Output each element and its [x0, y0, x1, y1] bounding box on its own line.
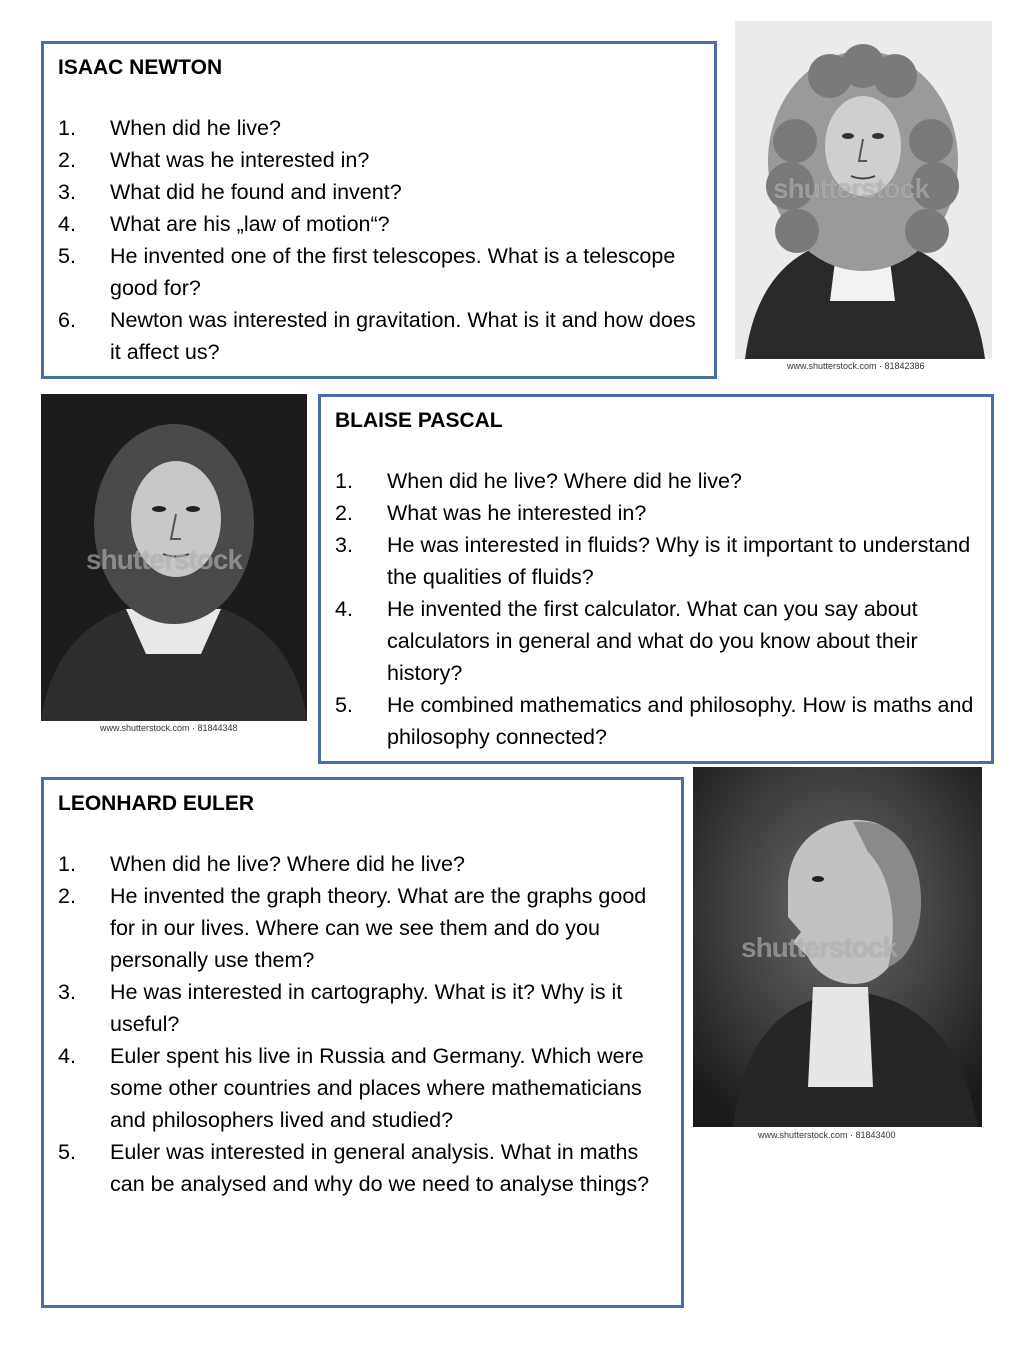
- list-item: 1. When did he live? Where did he live?: [58, 852, 465, 876]
- list-item: 3. What did he found and invent?: [58, 180, 402, 204]
- euler-card: [41, 777, 684, 1308]
- watermark: shutterstock: [86, 544, 243, 575]
- pascal-card: [318, 394, 994, 764]
- newton-card: [41, 41, 717, 379]
- list-item: 2. He invented the graph theory. What are the graphs good for in our lives. Where can we see them and do you personally use them?: [58, 884, 647, 972]
- newton-questions: [58, 112, 700, 368]
- list-item: 2. What was he interested in?: [58, 148, 370, 172]
- euler-questions: [58, 848, 667, 1200]
- pascal-questions: [335, 465, 977, 753]
- euler-credit: www.shutterstock.com · 81843400: [758, 1130, 896, 1140]
- list-item: 5. He combined mathematics and philosophy. How is maths and philosophy connected?: [335, 693, 974, 749]
- list-item: 4. Euler spent his live in Russia and Germany. Which were some other countries and places where mathematicians and philosophers lived and studied?: [58, 1044, 644, 1132]
- newton-portrait: [735, 21, 992, 359]
- euler-title: LEONHARD EULER: [58, 792, 255, 815]
- euler-portrait: [693, 767, 982, 1127]
- list-item: 2. What was he interested in?: [335, 501, 647, 525]
- list-item: 5. He invented one of the first telescopes. What is a telescope good for?: [58, 244, 676, 300]
- list-item: 1. When did he live? Where did he live?: [335, 469, 742, 493]
- pascal-title: BLAISE PASCAL: [335, 409, 503, 432]
- list-item: 4. He invented the first calculator. What can you say about calculators in general and what do you know about their history?: [335, 597, 918, 685]
- pascal-portrait: [41, 394, 307, 721]
- watermark: shutterstock: [773, 173, 930, 204]
- list-item: 6. Newton was interested in gravitation. What is it and how does it affect us?: [58, 308, 696, 364]
- watermark: shutterstock: [741, 932, 898, 963]
- newton-title: ISAAC NEWTON: [58, 56, 223, 79]
- list-item: 3. He was interested in cartography. What is it? Why is it useful?: [58, 980, 623, 1036]
- list-item: 4. What are his „law of motion“?: [58, 212, 390, 236]
- list-item: 1. When did he live?: [58, 116, 281, 140]
- list-item: 3. He was interested in fluids? Why is it important to understand the qualities of fluids?: [335, 533, 971, 589]
- newton-credit: www.shutterstock.com · 81842386: [787, 361, 925, 371]
- list-item: 5. Euler was interested in general analysis. What in maths can be analysed and why do we need to analyse things?: [58, 1140, 650, 1196]
- pascal-credit: www.shutterstock.com · 81844348: [100, 723, 238, 733]
